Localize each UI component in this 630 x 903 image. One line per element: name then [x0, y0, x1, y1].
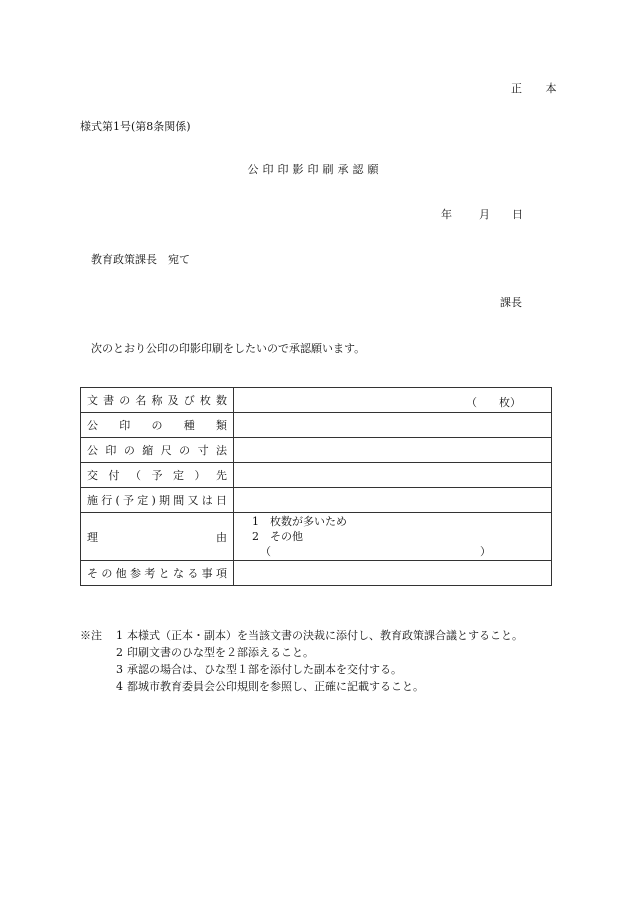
note-item [80, 661, 560, 678]
note-number: 1 [116, 629, 123, 642]
note-text: 承認の場合は、ひな型１部を添付した副本を交付する。 [127, 663, 402, 676]
note-number: 3 [116, 663, 123, 676]
reason-field[interactable] [234, 513, 552, 561]
reason-option-2: 2 その他 [252, 530, 303, 543]
form-number: 様式第1号(第8条関係) [80, 120, 191, 133]
table-row [81, 413, 552, 438]
sender-title: 課長 [500, 296, 522, 309]
note-item [80, 644, 560, 661]
document-name-field[interactable] [234, 388, 552, 413]
table-row [81, 388, 552, 413]
table-row [81, 561, 552, 586]
request-form-table [80, 387, 552, 586]
effective-period-field[interactable] [234, 488, 552, 513]
notes-section [80, 627, 560, 695]
row-label-seal-type: 公 印 の 種 類 [81, 413, 234, 438]
note-item [80, 627, 560, 644]
seal-type-field[interactable] [234, 413, 552, 438]
other-notes-field[interactable] [234, 561, 552, 586]
table-row [81, 438, 552, 463]
row-label-other-notes: その他参考となる事項 [81, 561, 234, 586]
row-label-seal-scale: 公印の縮尺の寸法 [81, 438, 234, 463]
row-label-effective-period: 施行(予定)期間又は日 [81, 488, 234, 513]
table-row [81, 488, 552, 513]
note-text: 印刷文書のひな型を２部添えること。 [127, 646, 314, 659]
table-row [81, 513, 552, 561]
addressee: 教育政策課長 宛て [91, 253, 190, 266]
reason-other-blank: （ ） [260, 545, 491, 558]
date-year-label: 年 [441, 208, 452, 221]
note-item [80, 678, 560, 695]
date-day-label: 日 [512, 208, 523, 221]
copy-label: 正 本 [511, 82, 567, 95]
document-title: 公印印影印刷承認願 [247, 163, 383, 176]
sheet-count-field: （ 枚） [466, 396, 521, 409]
request-text: 次のとおり公印の印影印刷をしたいので承認願います。 [91, 342, 366, 355]
table-row [81, 463, 552, 488]
note-text: 都城市教育委員会公印規則を参照し、正確に記載すること。 [127, 680, 424, 693]
note-number: 2 [116, 646, 123, 659]
row-label-document-name: 文書の名称及び枚数 [81, 388, 234, 413]
row-label-reason: 理 由 [81, 513, 234, 561]
recipient-field[interactable] [234, 463, 552, 488]
reason-option-1: 1 枚数が多いため [252, 515, 347, 528]
note-number: 4 [116, 680, 123, 693]
note-mark: ※注 [80, 629, 102, 642]
row-label-recipient: 交付（予定）先 [81, 463, 234, 488]
note-text: 本様式（正本・副本）を当該文書の決裁に添付し、教育政策課合議とすること。 [127, 629, 523, 642]
seal-scale-field[interactable] [234, 438, 552, 463]
date-month-label: 月 [479, 208, 490, 221]
